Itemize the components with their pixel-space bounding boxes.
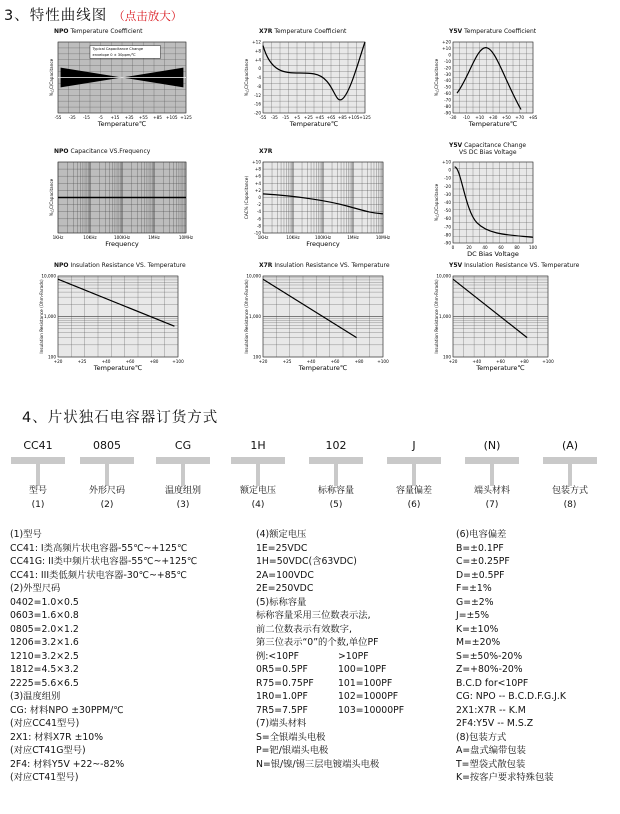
order-label-text: 容量偏差 xyxy=(395,486,432,496)
x-tick-label: +85 xyxy=(337,115,347,120)
y-tick-label: -60 xyxy=(444,91,451,97)
chart-plot xyxy=(235,262,415,397)
y-tick-label: +10 xyxy=(442,159,451,165)
plot-area xyxy=(244,274,389,373)
chart-title-text: Temperature Coefficient xyxy=(462,28,537,35)
x-tick-label: 1MHz xyxy=(347,235,359,240)
y-axis-label: %△C/Capacitance xyxy=(49,58,54,97)
order-stem xyxy=(181,464,185,486)
spec-line: 2E=250VDC xyxy=(256,583,314,594)
y-tick-label: -90 xyxy=(444,110,451,116)
x-axis-label: Temperature℃ xyxy=(298,364,348,372)
spec-line: 2F4: 材料Y5V +22~-82% xyxy=(10,758,125,770)
chart-brand: X7R xyxy=(259,28,273,35)
plot-area xyxy=(49,42,192,128)
x-tick-label: 100KHz xyxy=(113,235,131,240)
y-tick-label: 100 xyxy=(253,354,261,360)
y-tick-label: -2 xyxy=(256,202,261,208)
spec-line: C=±0.25PF xyxy=(456,556,510,567)
y-tick-label: +20 xyxy=(442,39,451,45)
x-tick-label: +65 xyxy=(326,115,336,120)
x-tick-label: -35 xyxy=(68,115,76,120)
plot-area xyxy=(244,40,371,129)
chart-y5v-dc xyxy=(425,142,565,277)
x-tick-label: +125 xyxy=(359,115,371,120)
y-tick-label: -60 xyxy=(444,216,451,222)
capacity-example-row xyxy=(256,690,404,704)
x-tick-label: +20 xyxy=(258,359,268,364)
spec-line: 1H=50VDC(含63VDC) xyxy=(256,556,357,567)
order-label-3 xyxy=(148,484,218,512)
order-label-4 xyxy=(223,484,293,512)
x-tick-label: +50 xyxy=(501,115,511,120)
x-tick-label: +60 xyxy=(125,359,135,364)
spec-line: 2A=100VDC xyxy=(256,569,314,581)
y-tick-label: -30 xyxy=(444,71,451,77)
x-tick-label: +85 xyxy=(153,115,162,120)
y-tick-label: 0 xyxy=(448,167,451,173)
spec-line: CC41G: II类中频片状电容器-55℃~+125℃ xyxy=(10,556,198,567)
spec-line: (4)额定电压 xyxy=(256,529,307,540)
y-tick-label: 100 xyxy=(48,354,56,360)
spec-line: A=盘式编带包装 xyxy=(456,745,526,756)
y-tick-label: -10 xyxy=(444,58,451,64)
y-tick-label: -8 xyxy=(256,223,261,229)
enlarge-link[interactable]: （点击放大） xyxy=(113,9,183,23)
order-code-3: CG xyxy=(174,439,192,452)
spec-line: (2)外型尺码 xyxy=(10,583,61,594)
x-tick-label: -30 xyxy=(449,115,457,120)
section-title-text: 3、特性曲线图 xyxy=(4,8,108,24)
order-label-text: 温度组别 xyxy=(164,486,201,496)
y-tick-label: 0 xyxy=(258,66,261,72)
capacity-example-row xyxy=(256,704,404,718)
y-tick-label: +6 xyxy=(254,173,261,179)
chart-plot xyxy=(425,28,565,153)
order-label-text: 型号 xyxy=(28,486,47,496)
x-tick-label: -15 xyxy=(282,115,290,120)
chart-plot xyxy=(235,28,397,153)
order-stem xyxy=(36,464,40,486)
capacity-example-left: 例:<10PF xyxy=(256,650,300,662)
x-tick-label: +60 xyxy=(496,359,505,364)
order-bar xyxy=(231,457,285,464)
order-code-2: 0805 xyxy=(93,439,121,452)
x-axis-label: Temperature℃ xyxy=(93,364,143,372)
y-tick-label: +8 xyxy=(254,166,261,172)
chart-brand: NPO xyxy=(54,262,69,269)
order-label-text: 外形尺码 xyxy=(88,486,125,496)
y-tick-label: -70 xyxy=(444,224,451,230)
x-tick-label: -35 xyxy=(270,115,278,120)
x-tick-label: +80 xyxy=(519,359,529,364)
x-tick-label: +45 xyxy=(315,115,325,120)
order-stem xyxy=(334,464,338,486)
order-bar xyxy=(156,457,210,464)
y-tick-label: +4 xyxy=(254,180,261,186)
order-stem xyxy=(490,464,494,486)
chart-brand: NPO xyxy=(54,148,69,155)
spec-line: (8)包装方式 xyxy=(456,731,507,743)
x-tick-label: 0 xyxy=(451,245,455,250)
spec-line: B.C.D for<10PF xyxy=(456,677,529,689)
x-axis-label: Temperature℃ xyxy=(476,364,525,372)
y-axis-label: %△C/Capacitance xyxy=(49,178,54,217)
x-axis-label: Frequency xyxy=(306,240,340,248)
order-bar xyxy=(80,457,134,464)
order-label-num: (6) xyxy=(407,500,421,510)
legend-entry: Typical Capacitance Change xyxy=(92,46,144,51)
capacity-example-left: 0R5=0.5PF xyxy=(256,664,308,675)
capacity-example-right: 101=100PF xyxy=(338,677,393,689)
chart-x7r-cf xyxy=(235,148,415,273)
x-tick-label: +30 xyxy=(488,115,498,120)
spec-line: 0603=1.6×0.8 xyxy=(10,610,79,621)
plot-area xyxy=(434,274,554,373)
spec-line: (1)型号 xyxy=(10,529,42,540)
spec-line: G=±2% xyxy=(456,596,494,608)
y-tick-label: -10 xyxy=(254,230,261,236)
capacity-example-row xyxy=(256,650,404,664)
x-tick-label: +55 xyxy=(138,115,148,120)
spec-line: 第三位表示“0”的个数,单位PF xyxy=(256,637,379,648)
x-tick-label: +5 xyxy=(293,115,301,120)
column-model-size-temp xyxy=(10,528,197,785)
spec-line: N=银/镍/锡三层电镀端头电极 xyxy=(256,758,380,770)
order-label-2 xyxy=(72,484,142,512)
chart-plot xyxy=(30,262,210,397)
x-tick-label: +10 xyxy=(475,115,485,120)
chart-npo-ir xyxy=(30,262,210,397)
capacity-example-row xyxy=(256,677,404,691)
y-tick-label: -50 xyxy=(444,208,451,214)
order-bar xyxy=(11,457,65,464)
x-tick-label: +100 xyxy=(377,359,389,364)
spec-line: S=±50%-20% xyxy=(456,650,523,662)
chart-brand: Y5V xyxy=(449,142,463,149)
y-axis-label: Insulation Resistance (Ohm-Farads) xyxy=(434,279,439,354)
y-tick-label: -50 xyxy=(444,84,451,90)
y-tick-label: +12 xyxy=(252,39,261,45)
y-tick-label: 0 xyxy=(448,52,451,58)
y-tick-label: -6 xyxy=(256,216,261,222)
order-stem xyxy=(105,464,109,486)
plot-area xyxy=(244,160,391,249)
x-tick-label: +100 xyxy=(542,359,554,364)
spec-line: 2F4:Y5V -- M.S.Z xyxy=(456,718,534,729)
x-tick-label: 1KHz xyxy=(257,235,269,240)
y-tick-label: -90 xyxy=(444,240,451,246)
y-tick-label: 10,000 xyxy=(436,273,451,279)
spec-line: K=±10% xyxy=(456,623,499,635)
order-label-num: (1) xyxy=(31,500,45,510)
y-axis-label: %△C/Capacitance xyxy=(244,58,249,97)
spec-line: CC41: I类高频片状电容器-55℃~+125℃ xyxy=(10,542,188,554)
y-axis-label: Insulation Resistance (Ohm-Farads) xyxy=(39,279,44,354)
spec-line: J=±5% xyxy=(456,610,490,621)
y-tick-label: -12 xyxy=(254,92,261,98)
x-tick-label: +25 xyxy=(282,359,292,364)
y-tick-label: -16 xyxy=(254,101,261,107)
spec-line: D=±0.5PF xyxy=(456,569,505,581)
x-tick-label: 10MHz xyxy=(375,235,391,240)
spec-line: 0402=1.0×0.5 xyxy=(10,596,79,608)
chart-title-text: Insulation Resistance VS. Temperature xyxy=(272,262,390,269)
spec-line: 2X1:X7R -- K.M xyxy=(456,704,526,716)
order-stem xyxy=(568,464,572,486)
order-label-num: (3) xyxy=(176,500,190,510)
x-tick-label: 1MHz xyxy=(148,235,160,240)
chart-y5v-ir xyxy=(425,262,580,397)
y-tick-label: -4 xyxy=(256,75,261,80)
y-tick-label: +2 xyxy=(254,187,261,193)
order-label-num: (2) xyxy=(100,500,114,510)
x-tick-label: +25 xyxy=(303,115,313,120)
order-label-text: 额定电压 xyxy=(239,486,276,496)
y-tick-label: -40 xyxy=(444,200,451,205)
x-tick-label: +15 xyxy=(110,115,120,120)
x-axis-label: Frequency xyxy=(105,240,139,248)
x-tick-label: -5 xyxy=(98,115,103,120)
legend-entry: envelope 0 ± 30ppm/℃ xyxy=(92,52,136,57)
y-tick-label: +4 xyxy=(254,57,261,63)
capacity-example-row xyxy=(256,663,404,677)
x-axis-label: Temperature℃ xyxy=(468,120,518,128)
chart-title-text: Insulation Resistance VS. Temperature xyxy=(68,262,186,269)
chart-plot xyxy=(30,28,218,153)
x-tick-label: +80 xyxy=(354,359,364,364)
spec-line: F=±1% xyxy=(456,583,492,594)
spec-line: Z=+80%-20% xyxy=(456,664,523,675)
order-label-text: 包装方式 xyxy=(551,486,588,496)
x-tick-label: +80 xyxy=(149,359,159,364)
spec-line: 1812=4.5×3.2 xyxy=(10,664,79,675)
spec-line: CC41: III类低频片状电容器-30℃~+85℃ xyxy=(10,569,187,581)
x-tick-label: +25 xyxy=(77,359,87,364)
spec-line: K=按客户要求特殊包装 xyxy=(456,772,554,783)
y-axis-label: %△C/Capacitance xyxy=(434,58,439,97)
x-tick-label: -55 xyxy=(54,115,62,120)
x-tick-label: +35 xyxy=(124,115,134,120)
x-tick-label: +85 xyxy=(528,115,538,120)
y-tick-label: -40 xyxy=(444,78,451,84)
y-tick-label: -10 xyxy=(444,175,451,181)
x-tick-label: +20 xyxy=(53,359,63,364)
x-tick-label: 40 xyxy=(482,245,488,250)
y-tick-label: 1,000 xyxy=(249,314,261,319)
chart-title-text: Temperature Coefficient xyxy=(68,28,143,35)
chart-plot xyxy=(30,148,218,273)
y-tick-label: 0 xyxy=(258,195,261,200)
chart-plot xyxy=(425,262,580,397)
spec-line: (6)电容偏差 xyxy=(456,529,507,540)
plot-area xyxy=(39,274,184,373)
capacity-example-left: 1R0=1.0PF xyxy=(256,691,308,702)
order-code-5: 102 xyxy=(325,439,347,452)
chart-title-text: Capacitance Change xyxy=(462,142,527,149)
section-title-text: 4、片状独石电容器订货方式 xyxy=(22,410,219,426)
y-tick-label: 10,000 xyxy=(41,273,56,279)
chart-plot xyxy=(425,142,565,277)
order-label-7 xyxy=(457,484,527,512)
capacity-example-right: 100=10PF xyxy=(338,664,387,675)
chart-x7r-ir xyxy=(235,262,415,397)
x-tick-label: 100 xyxy=(529,245,537,250)
spec-line: 0805=2.0×1.2 xyxy=(10,623,79,635)
chart-x7r-tc xyxy=(235,28,397,153)
chart-title-text: Temperature Coefficient xyxy=(272,28,347,35)
chart-title-text: Insulation Resistance VS. Temperature xyxy=(462,262,580,269)
y-tick-label: -30 xyxy=(444,191,451,197)
order-bar xyxy=(465,457,519,464)
capacity-example-right: >10PF xyxy=(338,650,369,662)
x-tick-label: 20 xyxy=(466,245,472,250)
y-tick-label: -80 xyxy=(444,104,451,110)
order-label-num: (5) xyxy=(329,500,343,510)
x-tick-label: 1KHz xyxy=(52,235,64,240)
section-title-order xyxy=(22,406,218,427)
x-tick-label: 10KHz xyxy=(83,235,97,240)
x-axis-label: DC Bias Voltage xyxy=(467,250,519,258)
x-tick-label: 80 xyxy=(514,245,520,250)
chart-y5v-tc xyxy=(425,28,565,153)
chart-brand: X7R xyxy=(259,262,273,269)
y-tick-label: -70 xyxy=(444,97,451,103)
order-label-text: 端头材料 xyxy=(473,486,510,496)
spec-line: CG: 材料NPO ±30PPM/℃ xyxy=(10,704,124,716)
column-tolerance-packaging xyxy=(456,528,566,785)
plot-area xyxy=(49,162,194,248)
order-label-num: (4) xyxy=(251,500,265,510)
spec-line: 2225=5.6×6.5 xyxy=(10,677,79,689)
y-axis-label: CAC% (Capacitance) xyxy=(244,175,249,220)
y-tick-label: +8 xyxy=(254,48,261,54)
x-tick-label: +100 xyxy=(172,359,184,364)
order-code-1: CC41 xyxy=(23,439,53,452)
capacity-example-left: 7R5=7.5PF xyxy=(256,704,308,716)
y-tick-label: -20 xyxy=(444,65,451,71)
y-axis-label: %△C/Capacitance xyxy=(434,183,439,222)
spec-line: 1210=3.2×2.5 xyxy=(10,650,79,662)
order-code-4: 1H xyxy=(250,439,266,452)
spec-line: 标称容量采用三位数表示法, xyxy=(256,610,371,621)
x-tick-label: +105 xyxy=(347,115,360,120)
spec-line: (对应CT41型号) xyxy=(10,772,79,783)
x-tick-label: 60 xyxy=(498,245,504,250)
spec-line: (对应CC41型号) xyxy=(10,718,80,729)
order-bar xyxy=(543,457,597,464)
order-label-5 xyxy=(301,484,371,512)
order-label-1 xyxy=(3,484,73,512)
x-tick-label: +40 xyxy=(101,359,111,364)
order-label-num: (7) xyxy=(485,500,499,510)
spec-line: T=塑袋式散包装 xyxy=(456,758,526,770)
x-tick-label: +125 xyxy=(180,115,192,120)
spec-line: (7)端头材料 xyxy=(256,718,307,729)
spec-line: 1206=3.2×1.6 xyxy=(10,637,79,648)
order-code-6: J xyxy=(412,439,416,452)
order-bar xyxy=(309,457,363,464)
spec-line: B=±0.1PF xyxy=(456,542,504,554)
order-code-7: (N) xyxy=(483,439,501,452)
order-code-8: (A) xyxy=(561,439,579,452)
x-tick-label: +60 xyxy=(330,359,340,364)
spec-line: (对应CT41G型号) xyxy=(10,745,86,756)
y-tick-label: -20 xyxy=(254,110,261,116)
spec-line: 前二位数表示有效数字, xyxy=(256,623,352,635)
section-title-curves xyxy=(4,4,182,25)
order-bar xyxy=(387,457,441,464)
chart-subtitle: VS DC Bias Voltage xyxy=(459,149,517,156)
y-axis-label: Insulation Resistance (Ohm-Farads) xyxy=(244,279,249,354)
y-tick-label: -20 xyxy=(444,183,451,189)
spec-line: CG: NPO -- B.C.D.F.G.J.K xyxy=(456,691,566,702)
chart-brand: X7R xyxy=(259,148,273,155)
chart-title-text: Capacitance VS.Frequency xyxy=(68,148,151,155)
x-tick-label: +40 xyxy=(472,359,482,364)
x-tick-label: 10KHz xyxy=(286,235,300,240)
x-axis-label: Temperature℃ xyxy=(97,120,147,128)
capacity-example-right: 102=1000PF xyxy=(338,691,399,702)
y-tick-label: 1,000 xyxy=(439,314,451,319)
y-tick-label: 100 xyxy=(443,354,451,360)
y-tick-label: -8 xyxy=(256,83,261,89)
order-stem xyxy=(412,464,416,486)
y-tick-label: -80 xyxy=(444,232,451,238)
order-label-num: (8) xyxy=(563,500,577,510)
y-tick-label: 10,000 xyxy=(246,273,261,279)
x-tick-label: -55 xyxy=(259,115,267,120)
x-tick-label: -10 xyxy=(462,115,470,120)
spec-line: S=全银端头电极 xyxy=(256,731,326,743)
order-label-text: 标称容量 xyxy=(317,486,354,496)
x-tick-label: -15 xyxy=(83,115,90,120)
y-tick-label: 1,000 xyxy=(44,314,56,319)
plot-area xyxy=(434,40,538,129)
order-stem xyxy=(256,464,260,486)
chart-brand: Y5V xyxy=(449,28,463,35)
chart-plot xyxy=(235,148,415,273)
y-tick-label: -4 xyxy=(256,209,261,215)
x-axis-label: Temperature℃ xyxy=(289,120,339,128)
spec-line: (3)温度组别 xyxy=(10,691,61,702)
y-tick-label: +10 xyxy=(442,45,451,51)
column-voltage-capacity-terminal xyxy=(256,528,404,771)
chart-brand: Y5V xyxy=(449,262,463,269)
capacity-example-left: R75=0.75PF xyxy=(256,677,314,689)
y-tick-label: +10 xyxy=(252,159,261,165)
x-tick-label: 100KHz xyxy=(314,235,332,240)
capacity-example-right: 103=10000PF xyxy=(338,704,405,716)
x-tick-label: +40 xyxy=(306,359,316,364)
x-tick-label: +70 xyxy=(515,115,525,120)
chart-brand: NPO xyxy=(54,28,69,35)
spec-line: P=钯/银端头电极 xyxy=(256,745,329,756)
order-label-8 xyxy=(535,484,605,512)
spec-line: 2X1: 材料X7R ±10% xyxy=(10,731,104,743)
plot-area xyxy=(434,160,537,259)
chart-npo-tc xyxy=(30,28,218,153)
x-tick-label: +105 xyxy=(166,115,178,120)
chart-npo-cf xyxy=(30,148,218,273)
spec-line: M=±20% xyxy=(456,637,501,648)
x-tick-label: 10MHz xyxy=(178,235,194,240)
order-label-6 xyxy=(379,484,449,512)
x-tick-label: +20 xyxy=(448,359,458,364)
spec-line: 1E=25VDC xyxy=(256,542,308,554)
spec-line: (5)标称容量 xyxy=(256,596,307,608)
